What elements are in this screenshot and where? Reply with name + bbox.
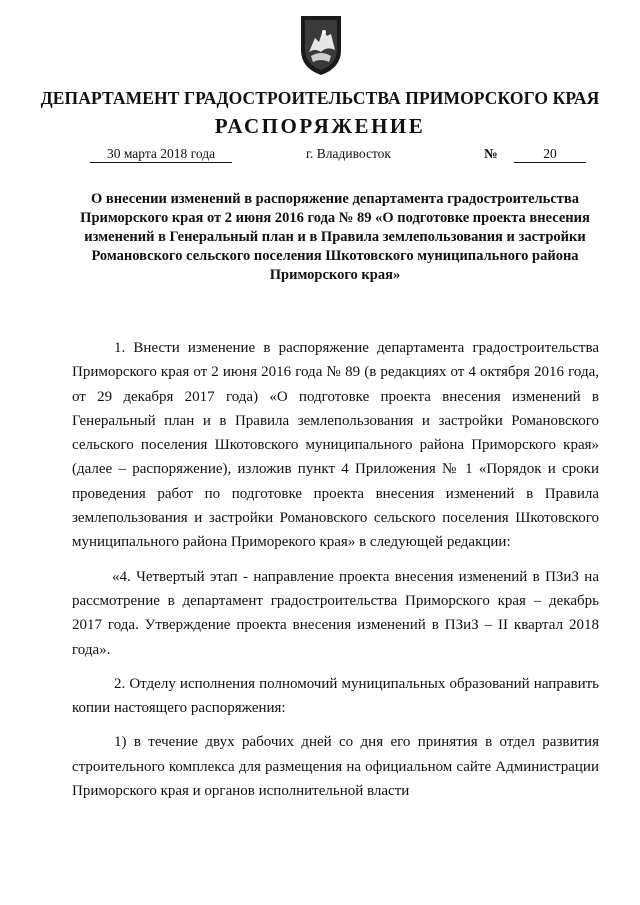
quoted-paragraph: «4. Четвертый этап - направление проекта внесения изменений в ПЗиЗ на рассмотрение в департамент градостроительства Приморского края – декабрь 2017 года. Утверждение проекта внесения изменений в ПЗиЗ – II квартал 2018 года». xyxy=(72,568,599,658)
document-subject: О внесении изменений в распоряжение департамента градостроительства Приморского края от 2 июня 2016 года № 89 «О подготовке проекта внесения изменений в Генеральный план и в Правила землепользования и застройки Романовского сельского поселения Шкотовского муниципального района Приморского края» xyxy=(80,191,590,283)
paragraph-1: 1. Внести изменение в распоряжение департамента градостроительства Приморского края от 2 июня 2016 года № 89 (в редакциях от 4 октября 2016 года, от 29 декабря 2017 года) «О подготовке проекта внесения изменений в Генеральный план и в Правила землепользования и застройки Романовского сельского поселения Шкотовского муниципального района Приморского края» (далее – распоряжение), изложив пункт 4 Приложения № 1 «Порядок и сроки проведения работ по подготовке проекта внесения изменений в Правила землепользования и застройки Романовского сельского поселения Шкотовского муниципального района Приморекого края» в следующей редакции: xyxy=(72,340,599,551)
document-type: РАСПОРЯЖЕНИЕ xyxy=(214,114,426,138)
document-number: 20 xyxy=(514,146,586,163)
document-body xyxy=(72,336,599,803)
number-sign: № xyxy=(484,146,498,161)
paragraph-2: 2. Отделу исполнения полномочий муниципальных образований направить копии настоящего распоряжения: xyxy=(72,675,599,717)
document-city: г. Владивосток xyxy=(306,146,391,161)
department-title: ДЕПАРТАМЕНТ ГРАДОСТРОИТЕЛЬСТВА ПРИМОРСКОГО КРАЯ xyxy=(40,88,600,108)
coat-of-arms-emblem xyxy=(297,12,345,78)
document-date: 30 марта 2018 года xyxy=(90,146,232,163)
paragraph-2-item-1: 1) в течение двух рабочих дней со дня его принятия в отдел развития строительного комплекса для размещения на официальном сайте Администрации Приморского края и органов исполнительной власти xyxy=(72,734,599,800)
